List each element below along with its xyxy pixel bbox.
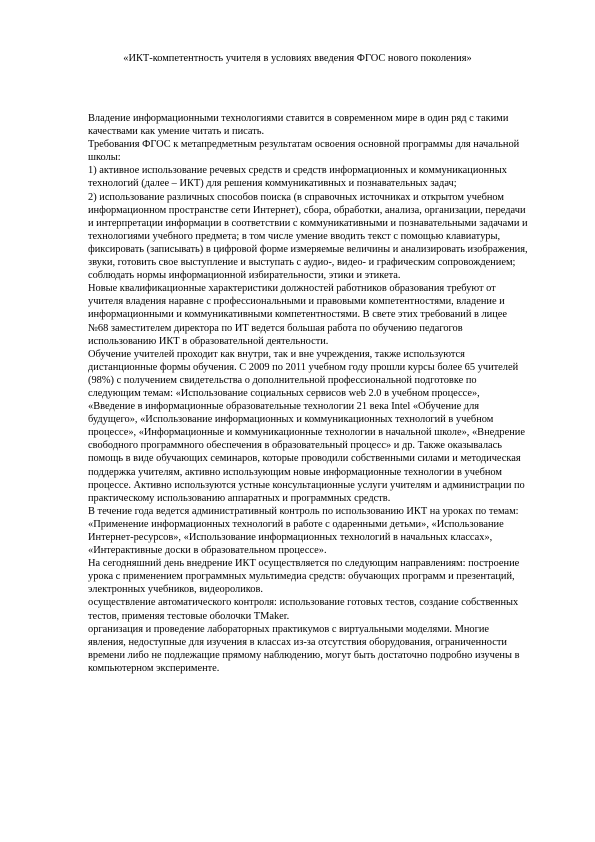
paragraph-directions: На сегодняшний день внедрение ИКТ осуществляется по следующим направлениям: построение урока с применением программных мультимедиа средств: обучающих программ и презентаций, электронных учебников, видеороликов. xyxy=(88,558,520,596)
document-body xyxy=(88,112,528,675)
paragraph-item-1: 1) активное использование речевых средств и средств информационных и коммуникационных технологий (далее – ИКТ) для решения коммуникативных и познавательных задач; xyxy=(88,165,507,190)
paragraph-teacher-training: Обучение учителей проходит как внутри, так и вне учреждения, также используются дистанционные формы обучения. С 2009 по 2011 учебном году прошли курсы более 65 учителей (98%) с получением свидетельства о дополнительной профессиональной подготовке по следующим темам: «Использование социальных сервисов web 2.0 в учебном процессе», «Введение в информационные образовательные технологии 21 века Intel «Обучение для будущего», «Использование информационных и коммуникационных технологий в учебном процессе», «Информационные и коммуникационные технологии в начальной школе», «Внедрение свободного программного обеспечения в образовательный процесс» и др. Также оказывалась помощь в виде обучающих семинаров, которые проводили собственными силами и методическая поддержка учителям, активно использующим новые информационные технологии в учебном процессе. Активно используются устные консультационные услуги учителям и администрации по практическому использованию аппаратных и программных средств. xyxy=(88,348,525,504)
paragraph-admin-control: В течение года ведется административный контроль по использованию ИКТ на уроках по темам: «Применение информационных технологий в работе с одаренными детьми», «Использование Интернет-ресурсов», «Использование информационных технологий в начальных классах», «Интерактивные доски в образовательном процессе». xyxy=(88,505,519,557)
paragraph-auto-control: осуществление автоматического контроля: использование готовых тестов, создание собственных тестов, применяя тестовые оболочки TMaker. xyxy=(88,597,519,622)
paragraph-fgos-requirements: Требования ФГОС к метапредметным результатам освоения основной программы для начальной школы: xyxy=(88,139,520,164)
paragraph-qualification: Новые квалификационные характеристики должностей работников образования требуют от учителя владения наравне с профессиональными и правовыми компетентностями, владение и информационными и коммуникативными компетентностями. В свете этих требований в лицее №68 заместителем директора по ИТ ведется большая работа по обучению педагогов использованию ИКТ в образовательной деятельности. xyxy=(88,283,508,347)
paragraph-lab-practicum: организация и проведение лабораторных практикумов с виртуальными моделями. Многие явления, недоступные для изучения в классах из-за отсутствия оборудования, ограниченности времени либо не подлежащие прямому наблюдению, могут быть достаточно подробно изучены в компьютерном эксперименте. xyxy=(88,623,520,674)
document-title: «ИКТ-компетентность учителя в условиях введения ФГОС нового поколения» xyxy=(123,53,472,64)
paragraph-intro: Владение информационными технологиями ставится в современном мире в один ряд с такими качествами как умение читать и писать. xyxy=(88,113,509,138)
paragraph-item-2: 2) использование различных способов поиска (в справочных источниках и открытом учебном информационном пространстве сети Интернет), сбора, обработки, анализа, организации, передачи и интерпретации информации в соответствии с коммуникативными и познавательными задачами и технологиями учебного предмета; в том числе умение вводить текст с помощью клавиатуры, фиксировать (записывать) в цифровой форме измеряемые величины и анализировать изображения, звуки, готовить свое выступление и выступать с аудио-, видео- и графическим сопровождением; соблюдать нормы информационной избирательности, этики и этикета. xyxy=(88,191,528,282)
